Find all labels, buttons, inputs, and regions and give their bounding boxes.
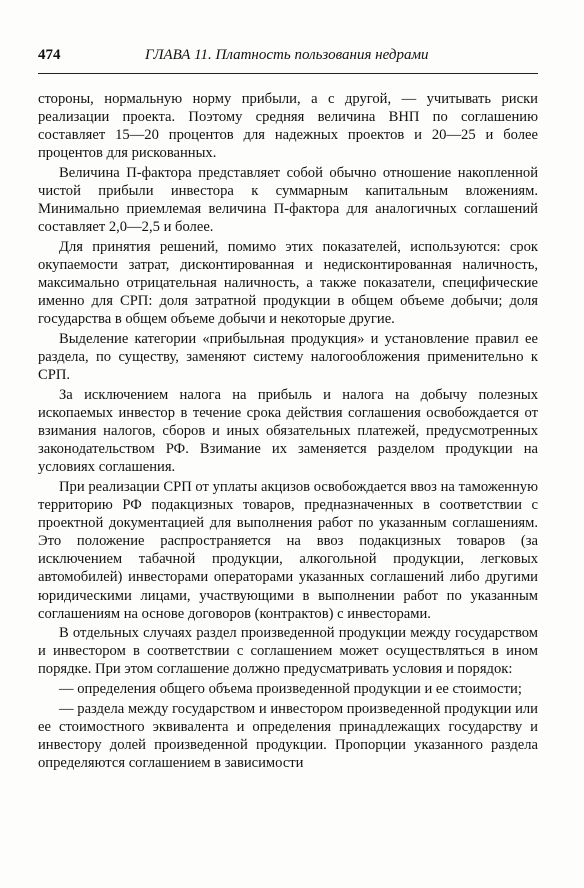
paragraph-p-factor: Величина П-фактора представляет собой обычно отношение накопленной чистой прибыли инвестора к суммарным капитальным вложениям. Минимально приемлемая величина П-фактора для аналогичных соглашений составляет 2,0—2,5 и более. (38, 164, 538, 236)
running-head: ГЛАВА 11. Платность пользования недрами (145, 47, 429, 63)
paragraph-continuation: стороны, нормальную норму прибыли, а с другой, — учитывать риски реализации проекта. Поэтому средняя величина ВНП по соглашению составляет 15—20 процентов для надежных проектов и 20—25 и более процентов для рискованных. (38, 91, 538, 162)
page-number: 474 (38, 47, 61, 63)
header-divider (38, 73, 538, 74)
list-item-division-shares: — раздела между государством и инвестором произведенной продукции или ее стоимостного эквивалента и определения принадлежащих государству и инвестору долей произведенной продукции. Пропорции указанного раздела определяются соглашением в зависимости (38, 700, 538, 772)
body-text (38, 90, 538, 774)
list-item-total-volume: — определения общего объема произведенной продукции и ее стоимости; (59, 681, 522, 698)
page-header (38, 45, 538, 67)
paragraph-profit-production: Выделение категории «прибыльная продукция» и установление правил ее раздела, по существу, заменяют систему налогообложения применительно к СРП. (38, 331, 538, 384)
paragraph-decision-indicators: Для принятия решений, помимо этих показателей, используются: срок окупаемости затрат, дисконтированная и недисконтированная наличность, максимально отрицательная наличность, а также показатели, специфические именно для СРП: доля затратной продукции в общем объеме добычи; доля государства в общем объеме добычи и некоторые другие. (38, 238, 538, 328)
paragraph-tax-exemption: За исключением налога на прибыль и налога на добычу полезных ископаемых инвестор в течение срока действия соглашения освобождается от взимания налогов, сборов и иных обязательных платежей, предусмотренных законодательством РФ. Взимание их заменяется разделом продукции на условиях соглашения. (38, 386, 538, 476)
paragraph-excise-exemption: При реализации СРП от уплаты акцизов освобождается ввоз на таможенную территорию РФ подакцизных товаров, предназначенных в соответствии с проектной документацией для выполнения работ по указанным соглашениям. Это положение распространяется на ввоз подакцизных товаров (за исключением табачной продукции, алкогольной продукции, легковых автомобилей) инвесторами операторами указанных соглашений либо другими юридическими лицами, участвующими в выполнении работ по указанным соглашениям на основе договоров (контрактов) с инвесторами. (38, 478, 538, 622)
paragraph-production-division: В отдельных случаях раздел произведенной продукции между государством и инвестором в соответствии с соглашением может осуществляться в ином порядке. При этом соглашение должно предусматривать условия и порядок: (38, 625, 538, 678)
